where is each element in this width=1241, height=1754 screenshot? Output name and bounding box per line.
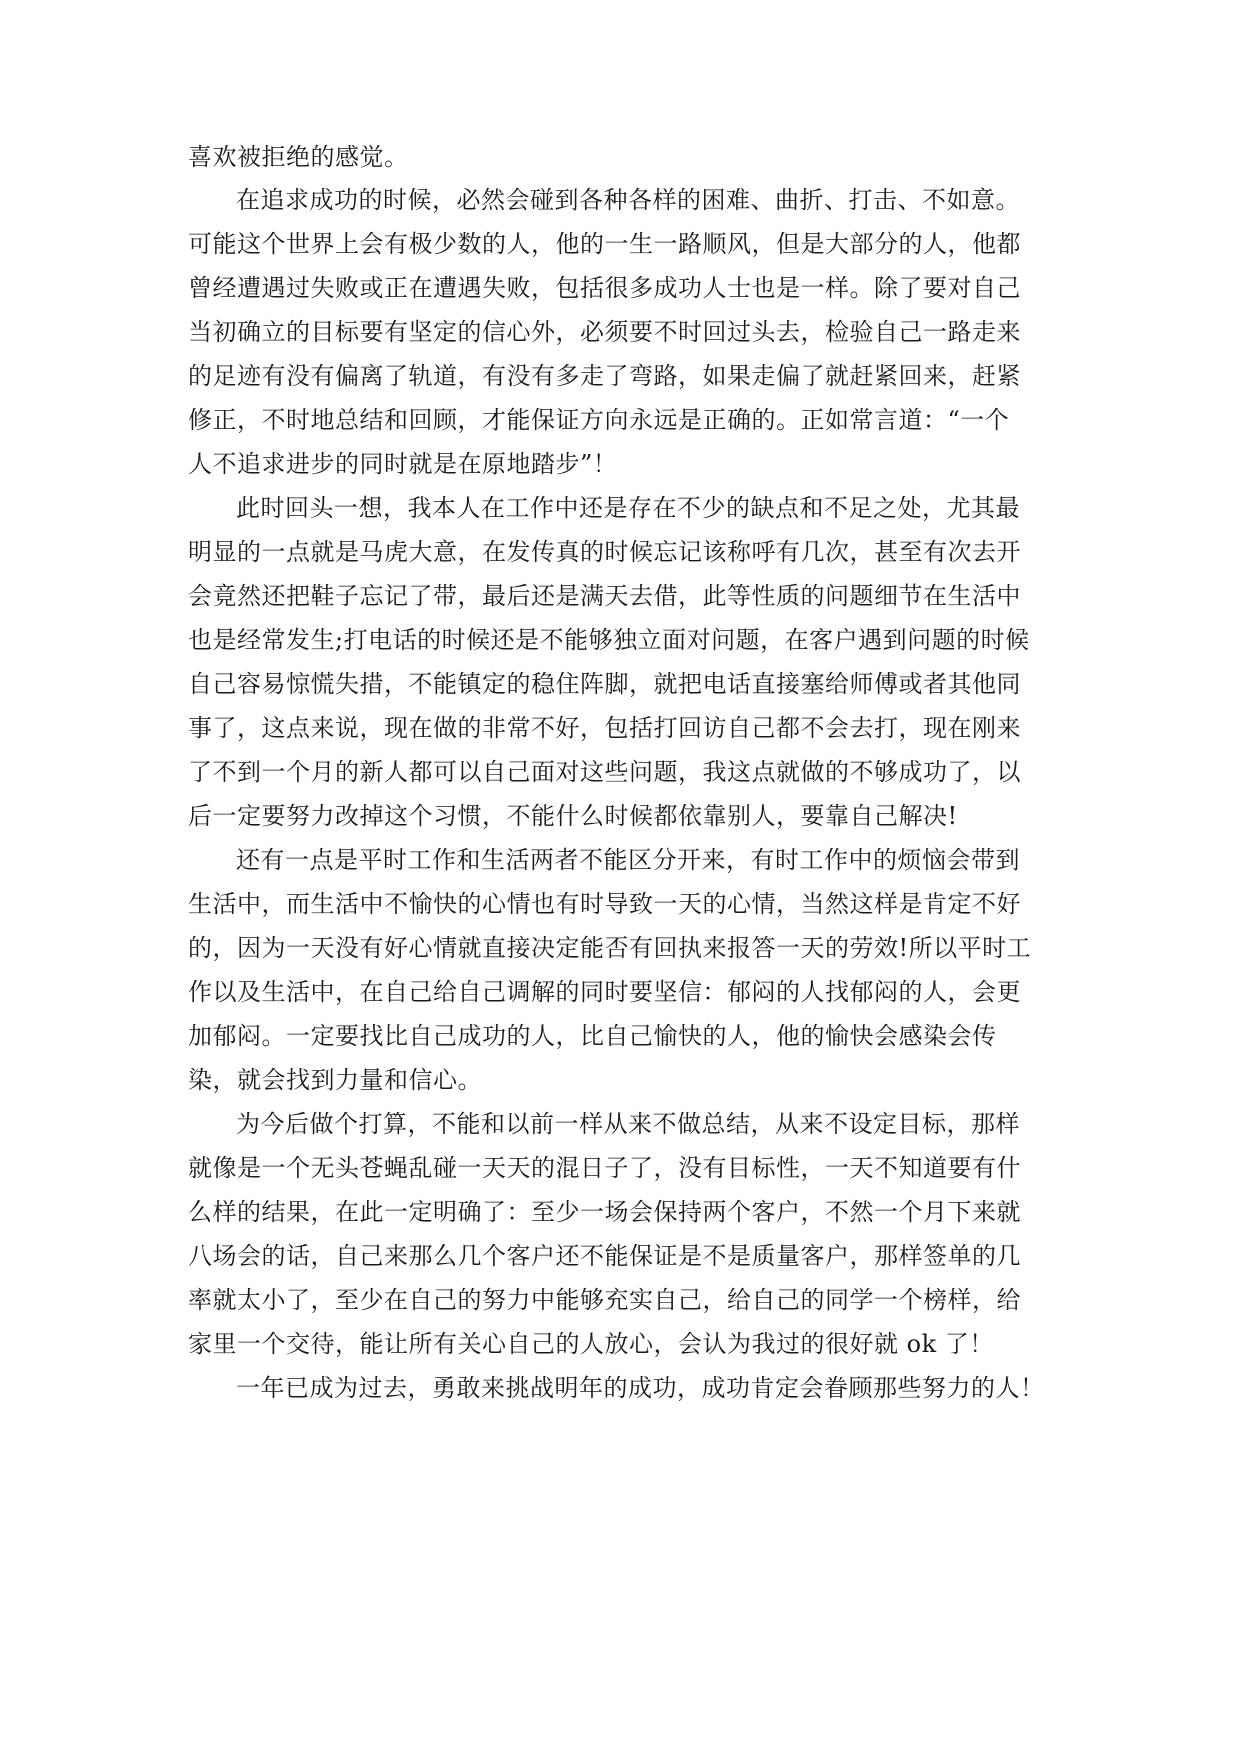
- text-line: 会竟然还把鞋子忘记了带，最后还是满天去借，此等性质的问题细节在生活中: [188, 582, 1021, 610]
- text-line: 的，因为一天没有好心情就直接决定能否有回执来报答一天的劳效!所以平时工: [188, 934, 1032, 962]
- text-line: 当初确立的目标要有坚定的信心外，必须要不时回过头去，检验自己一路走来: [188, 318, 1021, 346]
- paragraph-first-line: 还有一点是平时工作和生活两者不能区分开来，有时工作中的烦恼会带到: [236, 846, 1020, 874]
- text-line: 自己容易惊慌失措，不能镇定的稳住阵脚，就把电话直接塞给师傅或者其他同: [188, 670, 1021, 698]
- paragraph-first-line: 在追求成功的时候，必然会碰到各种各样的困难、曲折、打击、不如意。: [236, 186, 1020, 214]
- text-line: 染，就会找到力量和信心。: [188, 1066, 482, 1094]
- paragraph-first-line: 为今后做个打算，不能和以前一样从来不做总结，从来不设定目标，那样: [236, 1110, 1020, 1138]
- text-line: 后一定要努力改掉这个习惯，不能什么时候都依靠别人，要靠自己解决!: [188, 802, 958, 830]
- text-line: 率就太小了，至少在自己的努力中能够充实自己，给自己的同学一个榜样，给: [188, 1286, 1021, 1314]
- text-line: 可能这个世界上会有极少数的人，他的一生一路顺风，但是大部分的人，他都: [188, 230, 1021, 258]
- text-line: 的足迹有没有偏离了轨道，有没有多走了弯路，如果走偏了就赶紧回来，赶紧: [188, 362, 1021, 390]
- paragraph-first-line: 此时回头一想，我本人在工作中还是存在不少的缺点和不足之处，尤其最: [236, 494, 1020, 522]
- text-line: 曾经遭遇过失败或正在遭遇失败，包括很多成功人士也是一样。除了要对自己: [188, 274, 1021, 302]
- text-line: 明显的一点就是马虎大意，在发传真的时候忘记该称呼有几次，甚至有次去开: [188, 538, 1021, 566]
- text-line: 家里一个交待，能让所有关心自己的人放心，会认为我过的很好就 ok 了！: [188, 1330, 994, 1358]
- text-line: 八场会的话，自己来那么几个客户还不能保证是不是质量客户，那样签单的几: [188, 1242, 1021, 1270]
- paragraph-first-line: 一年已成为过去，勇敢来挑战明年的成功，成功肯定会眷顾那些努力的人！: [236, 1374, 1045, 1402]
- text-line: 加郁闷。一定要找比自己成功的人，比自己愉快的人，他的愉快会感染会传: [188, 1022, 997, 1050]
- text-line: 修正，不时地总结和回顾，才能保证方向永远是正确的。正如常言道：“一个: [188, 406, 1010, 434]
- text-line: 了不到一个月的新人都可以自己面对这些问题，我这点就做的不够成功了，以: [188, 758, 1021, 786]
- text-line: 么样的结果，在此一定明确了：至少一场会保持两个客户，不然一个月下来就: [188, 1198, 1021, 1226]
- text-line: 作以及生活中，在自己给自己调解的同时要坚信：郁闷的人找郁闷的人，会更: [188, 978, 1021, 1006]
- text-line: 人不追求进步的同时就是在原地踏步”！: [188, 450, 618, 478]
- text-line: 喜欢被拒绝的感觉。: [188, 143, 409, 171]
- text-line: 生活中，而生活中不愉快的心情也有时导致一天的心情，当然这样是肯定不好: [188, 890, 1021, 918]
- text-line: 就像是一个无头苍蝇乱碰一天天的混日子了，没有目标性，一天不知道要有什: [188, 1154, 1021, 1182]
- text-line: 也是经常发生;打电话的时候还是不能够独立面对问题，在客户遇到问题的时候: [188, 626, 1030, 654]
- text-line: 事了，这点来说，现在做的非常不好，包括打回访自己都不会去打，现在刚来: [188, 714, 1021, 742]
